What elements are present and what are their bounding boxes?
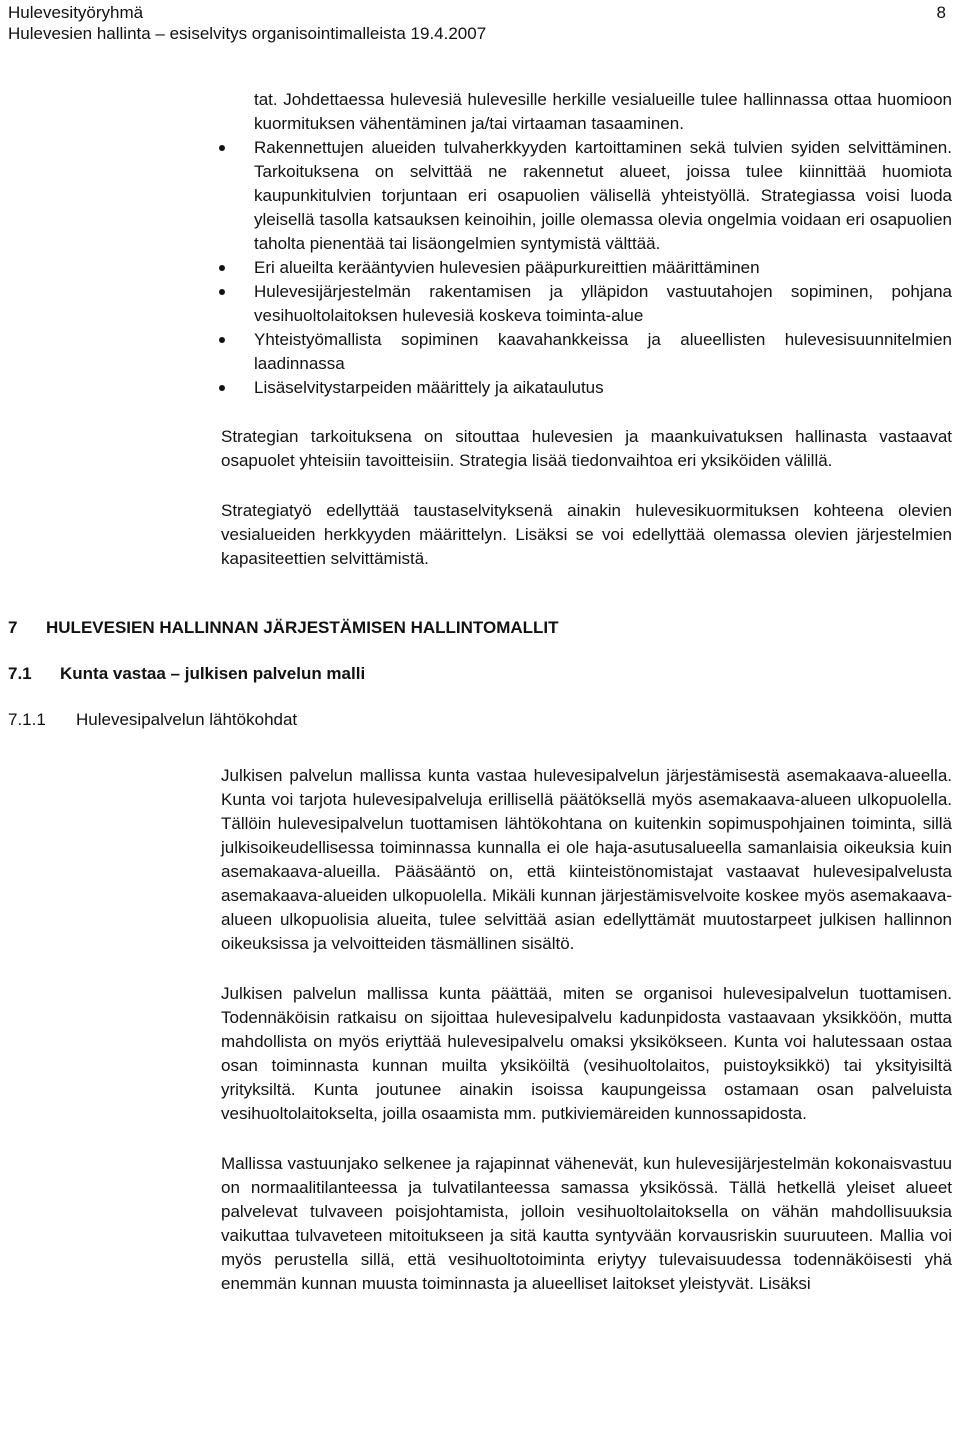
bullet-icon bbox=[219, 265, 225, 271]
list-item: Lisäselvitystarpeiden määrittely ja aikataulutus bbox=[0, 376, 952, 400]
paragraph: Mallissa vastuunjako selkenee ja rajapinnat vähenevät, kun hulevesijärjestelmän kokonaisvastuu on normaalitilanteessa ja tulvatilanteessa samassa yksikössä. Tällä hetkellä yleiset alueet palvelevat tulvaveen poisjohtamista, jolloin vesihuoltolaitoksella on vähän mahdollisuuksia vaikuttaa tulvaveteen mitoitukseen ja sitä kautta syntyvään korvausriskin suuruuteen. Mallia voi myös perustella sillä, että vesihuoltotoiminta eriytyy tulevaisuudessa todennäköisesti yhä enemmän kunnan muusta toiminnasta ja alueelliset laitokset yleistyvät. Lisäksi bbox=[221, 1154, 952, 1293]
heading-level-1: 7 HULEVESIEN HALLINNAN JÄRJESTÄMISEN HALLINTOMALLIT bbox=[8, 618, 559, 637]
heading-level-3: 7.1.1 Hulevesipalvelun lähtökohdat bbox=[8, 710, 298, 729]
page-header bbox=[8, 2, 952, 44]
list-item: Hulevesijärjestelmän rakentamisen ja ylläpidon vastuutahojen sopiminen, pohjana vesihuoltolaitoksen hulevesiä koskeva toiminta-alue bbox=[0, 280, 952, 328]
intro-continuation: tat. Johdettaessa hulevesiä hulevesille herkille vesialueille tulee hallinnassa ottaa huomioon kuormituksen vähentäminen ja/tai virtaaman tasaaminen. bbox=[254, 90, 952, 133]
heading-level-2: 7.1 Kunta vastaa – julkisen palvelun malli bbox=[8, 664, 366, 683]
header-subtitle: Hulevesien hallinta – esiselvitys organisointimalleista 19.4.2007 bbox=[8, 24, 487, 43]
bullet-icon bbox=[219, 289, 225, 295]
paragraph: Strategian tarkoituksena on sitouttaa hulevesien ja maankuivatuksen hallinasta vastaavat osapuolet yhteisiin tavoitteisiin. Strategia lisää tiedonvaihtoa eri yksiköiden välillä. bbox=[221, 427, 952, 470]
paragraph: Julkisen palvelun mallissa kunta vastaa hulevesipalvelun järjestämisestä asemakaava-alueella. Kunta voi tarjota hulevesipalveluja erillisellä päätöksellä myös asemakaava-alueen ulkopuolella. Tällöin hulevesipalvelun tuottamisen lähtökohtana on kuitenkin sopimuspohjainen toiminta, sillä julkisoikeudellisessa toiminnassa kunnalla ei ole haja-asutusalueella samanlaisia oikeuksia kuin asemakaava-alueilla. Pääsääntö on, että kiinteistönomistajat vastaavat hulevesipalvelusta asemakaava-alueiden ulkopuolella. Mikäli kunnan järjestämisvelvoite koskee myös asemakaava-alueen ulkopuolisia alueita, tulee selvittää asian edellyttämät muutostarpeet julkisen hallinnon oikeuksissa ja velvoitteiden täsmällinen sisältö. bbox=[221, 766, 952, 953]
header-org: Hulevesityöryhmä bbox=[8, 3, 144, 22]
paragraph: Strategiatyö edellyttää taustaselvityksenä ainakin hulevesikuormituksen kohteena olevien vesialueiden herkkyyden määrittelyn. Lisäksi se voi edellyttää olemassa olevien järjestelmien kapasiteettien selvittämistä. bbox=[221, 501, 952, 568]
list-item: Yhteistyömallista sopiminen kaavahankkeissa ja alueellisten hulevesisuunnitelmien laadinnassa bbox=[0, 328, 952, 376]
paragraph: Julkisen palvelun mallissa kunta päättää, miten se organisoi hulevesipalvelun tuottamisen. Todennäköisin ratkaisu on sijoittaa hulevesipalvelu kadunpidosta vastaavaan yksikköön, mutta mahdollista on myös eriyttää hulevesipalvelu omaksi yksikökseen. Kunta voi halutessaan ostaa osan toiminnasta kunnan muilta yksiköiltä (vesihuoltolaitos, puistoyksikkö) tai yksityisiltä yrityksiltä. Kunta joutunee ainakin isoissa kaupungeissa ostamaan osan palveluista vesihuoltolaitokselta, joilla osaamista mm. putkiviemäreiden kunnossapidosta. bbox=[221, 984, 952, 1123]
page-number: 8 bbox=[936, 3, 946, 22]
bullet-list bbox=[0, 136, 960, 400]
bullet-icon bbox=[219, 337, 225, 343]
bullet-icon bbox=[219, 385, 225, 391]
list-item: Rakennettujen alueiden tulvaherkkyyden kartoittaminen sekä tulvien syiden selvittäminen. Tarkoituksena on selvittää ne rakennetut alueet, joissa tulee kiinnittää huomiota kaupunkitulvien torjuntaan eri osapuolien välisellä yhteistyöllä. Strategiassa voisi luoda yleisellä tasolla katsauksen keinoihin, joille olemassa olevia ongelmia voidaan eri osapuolien taholta pienentää tai lisäongelmien syntymistä välttää. bbox=[0, 136, 952, 256]
document-body bbox=[0, 88, 960, 1296]
bullet-icon bbox=[219, 145, 225, 151]
list-item: Eri alueilta kerääntyvien hulevesien pääpurkureittien määrittäminen bbox=[0, 256, 952, 280]
